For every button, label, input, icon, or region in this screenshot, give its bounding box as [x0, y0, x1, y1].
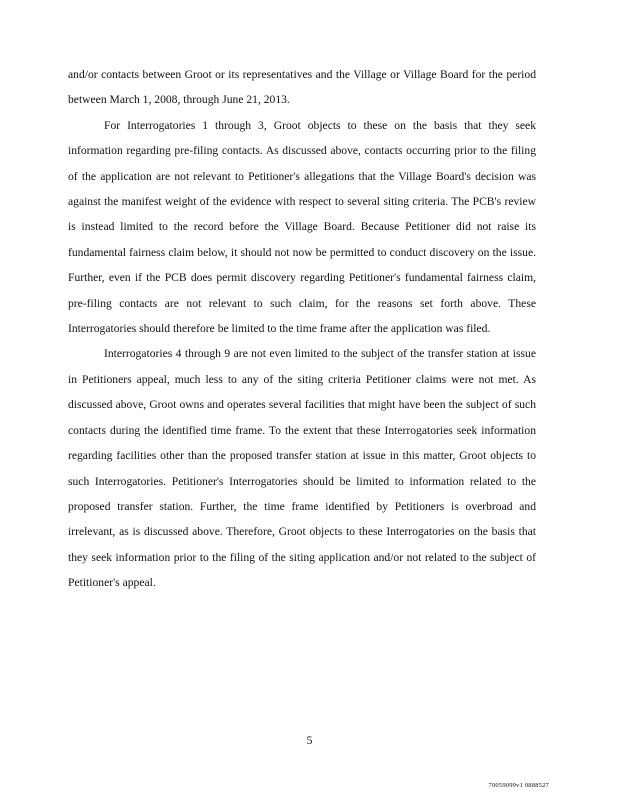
paragraph-3: Interrogatories 4 through 9 are not even limited to the subject of the transfer station at issue in Petitioners appeal, much less to any of the siting criteria Petitioner claims were not met. As discussed above, Groot owns and operates several facilities that might have been the subject of such contacts during the identified time frame. To the extent that these Interrogatories seek information regarding facilities other than the proposed transfer station at issue in this matter, Groot objects to such Interrogatories. Petitioner's Interrogatories should be limited to information related to the proposed transfer station. Further, the time frame identified by Petitioners is overbroad and irrelevant, as is discussed above. Therefore, Groot objects to these Interrogatories on the basis that they seek information prior to the filing of the siting application and/or not related to the subject of Petitioner's appeal. — [68, 347, 536, 590]
paragraph-2: For Interrogatories 1 through 3, Groot objects to these on the basis that they seek information regarding pre-filing contacts. As discussed above, contacts occurring prior to the filing of the application are not relevant to Petitioner's allegations that the Village Board's decision was against the manifest weight of the evidence with respect to several siting criteria. The PCB's review is instead limited to the record before the Village Board. Because Petitioner did not raise its fundamental fairness claim below, it should not now be permitted to conduct discovery on the issue. Further, even if the PCB does permit discovery regarding Petitioner's fundamental fairness claim, pre-filing contacts are not relevant to such claim, for the reasons set forth above. These Interrogatories should therefore be limited to the time frame after the application was filed. — [68, 118, 536, 336]
paragraph-1: and/or contacts between Groot or its representatives and the Village or Village Board for the period between March 1, 2008, through June 21, 2013. — [68, 68, 536, 107]
document-id: 70059099v1 0888527 — [488, 782, 549, 789]
document-body — [68, 62, 536, 596]
page-number: 5 — [306, 734, 313, 747]
